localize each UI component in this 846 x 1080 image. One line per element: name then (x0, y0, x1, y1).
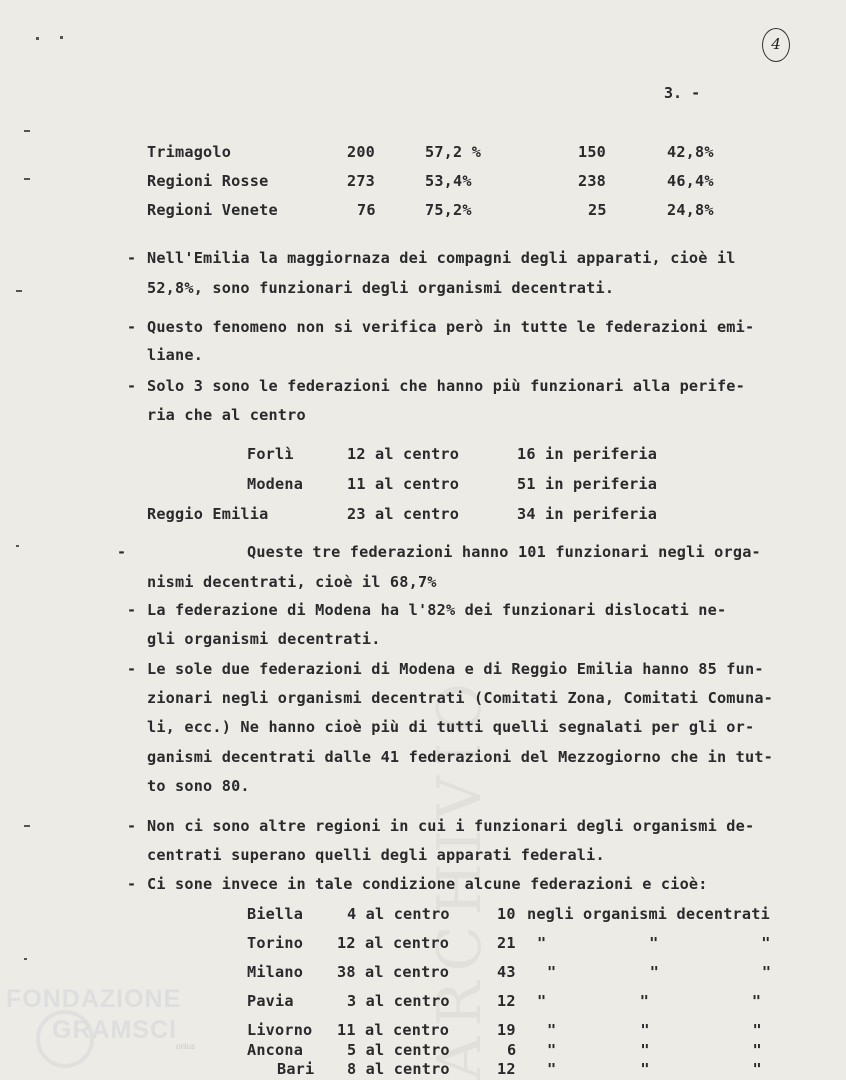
federation-name: Pavia (247, 992, 294, 1010)
ditto-marks: " " " (537, 992, 762, 1010)
paragraph-line: zionari negli organismi decentrati (Comitati Zona, Comitati Comuna- (147, 689, 774, 707)
federation-centro: 8 al centro (347, 1060, 450, 1078)
ditto-marks: " " " (547, 1041, 762, 1059)
federation-centro: 12 al centro (337, 934, 450, 952)
region-value: 25 (588, 201, 607, 219)
paragraph-line: ganismi decentrati dalle 41 federazioni del Mezzogiorno che in tut- (147, 748, 774, 766)
paragraph-line: Questo fenomeno non si verifica però in tutte le federazioni emi- (147, 318, 755, 336)
paragraph-line: gli organismi decentrati. (147, 630, 381, 648)
bullet-dash: - (127, 377, 137, 395)
federation-periferia: 34 in periferia (517, 505, 658, 523)
federation-count: 19 (497, 1021, 516, 1039)
region-name: Trimagolo (147, 143, 232, 161)
region-percent: 75,2% (425, 201, 472, 219)
federation-name: Modena (247, 475, 304, 493)
bullet-dash: - (127, 318, 137, 336)
bullet-dash: - (127, 601, 137, 619)
federation-name: Reggio Emilia (147, 505, 269, 523)
region-value: 273 (347, 172, 376, 190)
federation-centro: 23 al centro (347, 505, 460, 523)
paragraph-line: ria che al centro (147, 406, 306, 424)
federation-name: Bari (277, 1060, 315, 1078)
federation-note: negli organismi decentrati (527, 905, 770, 923)
federation-periferia: 51 in periferia (517, 475, 658, 493)
bullet-dash: - (127, 249, 137, 267)
paragraph-line: Queste tre federazioni hanno 101 funzionari negli orga- (247, 543, 761, 561)
margin-mark (60, 36, 63, 39)
region-value: 238 (578, 172, 607, 190)
federation-centro: 5 al centro (347, 1041, 450, 1059)
region-value: 76 (357, 201, 376, 219)
federation-centro: 38 al centro (337, 963, 450, 981)
watermark-line2: GRAMSCI (52, 1016, 178, 1044)
federation-centro: 4 al centro (347, 905, 450, 923)
ditto-marks: " " " (537, 934, 771, 952)
bullet-dash: - (127, 875, 137, 893)
region-value: 150 (578, 143, 607, 161)
region-name: Regioni Venete (147, 201, 278, 219)
margin-mark (36, 37, 39, 40)
federation-count: 6 (507, 1041, 517, 1059)
ditto-marks: " " " (547, 1060, 762, 1078)
federation-centro: 11 al centro (337, 1021, 450, 1039)
paragraph-line: to sono 80. (147, 777, 250, 795)
paragraph-line: li, ecc.) Ne hanno cioè più di tutti quelli segnalati per gli or- (147, 718, 755, 736)
federation-count: 12 (497, 992, 516, 1010)
margin-mark (24, 130, 30, 132)
federation-centro: 12 al centro (347, 445, 460, 463)
margin-mark (24, 958, 27, 960)
federation-count: 10 (497, 905, 516, 923)
paragraph-line: Solo 3 sono le federazioni che hanno più funzionari alla perife- (147, 377, 745, 395)
federation-count: 21 (497, 934, 516, 952)
ditto-marks: " " " (547, 963, 772, 981)
margin-mark (24, 178, 30, 180)
paragraph-line: Ci sone invece in tale condizione alcune federazioni e cioè: (147, 875, 708, 893)
region-percent: 42,8% (667, 143, 714, 161)
federation-name: Milano (247, 963, 304, 981)
region-value: 200 (347, 143, 376, 161)
federation-name: Forlì (247, 445, 294, 463)
paragraph-line: nismi decentrati, cioè il 68,7% (147, 573, 437, 591)
handwritten-page-number: 4 (762, 28, 790, 62)
paragraph-line: centrati superano quelli degli apparati federali. (147, 846, 605, 864)
federation-count: 12 (497, 1060, 516, 1078)
federation-periferia: 16 in periferia (517, 445, 658, 463)
margin-mark (16, 290, 22, 292)
federation-name: Torino (247, 934, 304, 952)
watermark-suffix: onlus (176, 1042, 196, 1051)
region-percent: 53,4% (425, 172, 472, 190)
federation-count: 43 (497, 963, 516, 981)
margin-mark (16, 545, 19, 547)
federation-name: Biella (247, 905, 304, 923)
region-name: Regioni Rosse (147, 172, 269, 190)
federation-centro: 3 al centro (347, 992, 450, 1010)
watermark-line1: FONDAZIONE (6, 985, 182, 1013)
paragraph-line: Le sole due federazioni di Modena e di Reggio Emilia hanno 85 fun- (147, 660, 764, 678)
bullet-dash: - (127, 817, 137, 835)
paragraph-line: liane. (147, 346, 204, 364)
bullet-dash: - (117, 543, 127, 561)
margin-mark (24, 825, 30, 827)
federation-centro: 11 al centro (347, 475, 460, 493)
bleed-through-text: ARCHIVIO (425, 673, 495, 1080)
region-percent: 57,2 % (425, 143, 482, 161)
federation-name: Livorno (247, 1021, 313, 1039)
region-percent: 46,4% (667, 172, 714, 190)
page-number: 3. - (664, 84, 701, 102)
paragraph-line: 52,8%, sono funzionari degli organismi decentrati. (147, 279, 615, 297)
bullet-dash: - (127, 660, 137, 678)
paragraph-line: La federazione di Modena ha l'82% dei funzionari dislocati ne- (147, 601, 727, 619)
region-percent: 24,8% (667, 201, 714, 219)
paragraph-line: Non ci sono altre regioni in cui i funzionari degli organismi de- (147, 817, 755, 835)
ditto-marks: " " " (547, 1021, 762, 1039)
federation-name: Ancona (247, 1041, 304, 1059)
paragraph-line: Nell'Emilia la maggiornaza dei compagni degli apparati, cioè il (147, 249, 736, 267)
